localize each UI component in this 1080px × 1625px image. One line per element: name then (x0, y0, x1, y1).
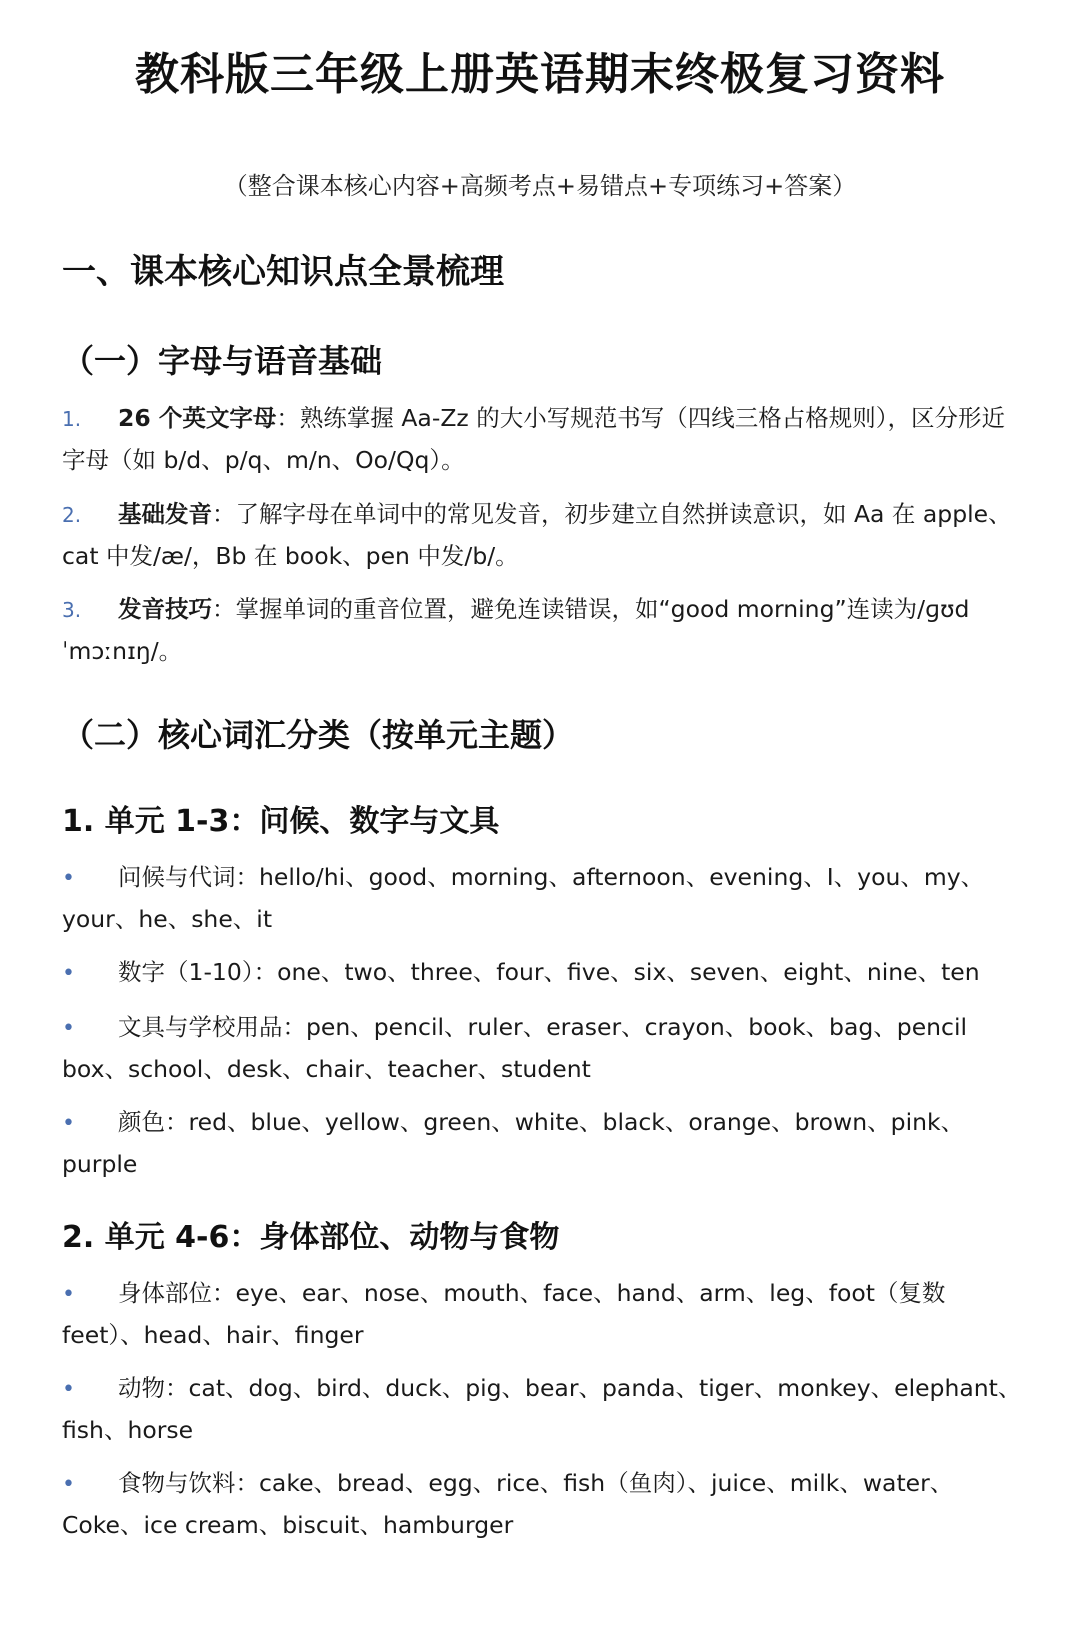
bullet-icon: • (62, 1016, 75, 1041)
group-heading-units-4-6: 2. 单元 4-6：身体部位、动物与食物 (62, 1220, 560, 1255)
item-term: 发音技巧 (118, 595, 212, 623)
item-text: ：掌握单词的重音位置，避免连读错误，如“good morning”连读为/ɡʊd ˈmɔːnɪŋ/。 (62, 595, 970, 665)
subsection-heading-core-vocabulary: （二）核心词汇分类（按单元主题） (62, 716, 575, 754)
item-text: 文具与学校用品：pen、pencil、ruler、eraser、crayon、book、bag、pencil box、school、desk、chair、teacher、student (62, 1013, 968, 1083)
list-item (62, 494, 1022, 577)
item-text: 身体部位：eye、ear、nose、mouth、face、hand、arm、leg、foot（复数 feet）、head、hair、finger (62, 1279, 946, 1349)
document-subtitle: （整合课本核心内容+高频考点+易错点+专项练习+答案） (223, 172, 857, 200)
document-title: 教科版三年级上册英语期末终极复习资料 (135, 49, 945, 100)
item-text: 动物：cat、dog、bird、duck、pig、bear、panda、tiger、monkey、elephant、fish、horse (62, 1374, 1022, 1444)
bullet-icon: • (62, 1282, 75, 1307)
item-text: 颜色：red、blue、yellow、green、white、black、orange、brown、pink、purple (62, 1108, 965, 1178)
list-item (62, 589, 1022, 672)
list-item (62, 1463, 1022, 1546)
item-term: 基础发音 (118, 500, 212, 528)
bullet-icon: • (62, 1472, 75, 1497)
list-item (62, 857, 1022, 940)
item-text: ：熟练掌握 Aa-Zz 的大小写规范书写（四线三格占格规则），区分形近字母（如 b/d、p/q、m/n、Oo/Qq）。 (62, 404, 1005, 474)
list-item (62, 1007, 1022, 1090)
list-item (62, 1368, 1022, 1451)
list-number: 3. (62, 598, 82, 622)
bullet-icon: • (62, 1377, 75, 1402)
list-item (62, 952, 1022, 994)
item-text: 食物与饮料：cake、bread、egg、rice、fish（鱼肉）、juice、milk、water、Coke、ice cream、biscuit、hamburger (62, 1469, 954, 1539)
list-number: 2. (62, 503, 82, 527)
list-number: 1. (62, 407, 82, 431)
item-text: 问候与代词：hello/hi、good、morning、afternoon、evening、I、you、my、your、he、she、it (62, 863, 985, 933)
bullet-icon: • (62, 866, 75, 891)
bullet-icon: • (62, 961, 75, 986)
item-term: 26 个英文字母 (118, 404, 277, 432)
list-item (62, 398, 1022, 481)
list-item (62, 1102, 1022, 1185)
list-item (62, 1273, 1022, 1356)
item-text: ：了解字母在单词中的常见发音，初步建立自然拼读意识，如 Aa 在 apple、cat 中发/æ/，Bb 在 book、pen 中发/b/。 (62, 500, 1012, 570)
section-heading-core-knowledge: 一、课本核心知识点全景梳理 (62, 252, 504, 292)
subsection-heading-letters-phonics: （一）字母与语音基础 (62, 342, 383, 380)
item-text: 数字（1-10）：one、two、three、four、five、six、seven、eight、nine、ten (118, 958, 980, 986)
group-heading-units-1-3: 1. 单元 1-3：问候、数字与文具 (62, 804, 500, 839)
bullet-icon: • (62, 1111, 75, 1136)
